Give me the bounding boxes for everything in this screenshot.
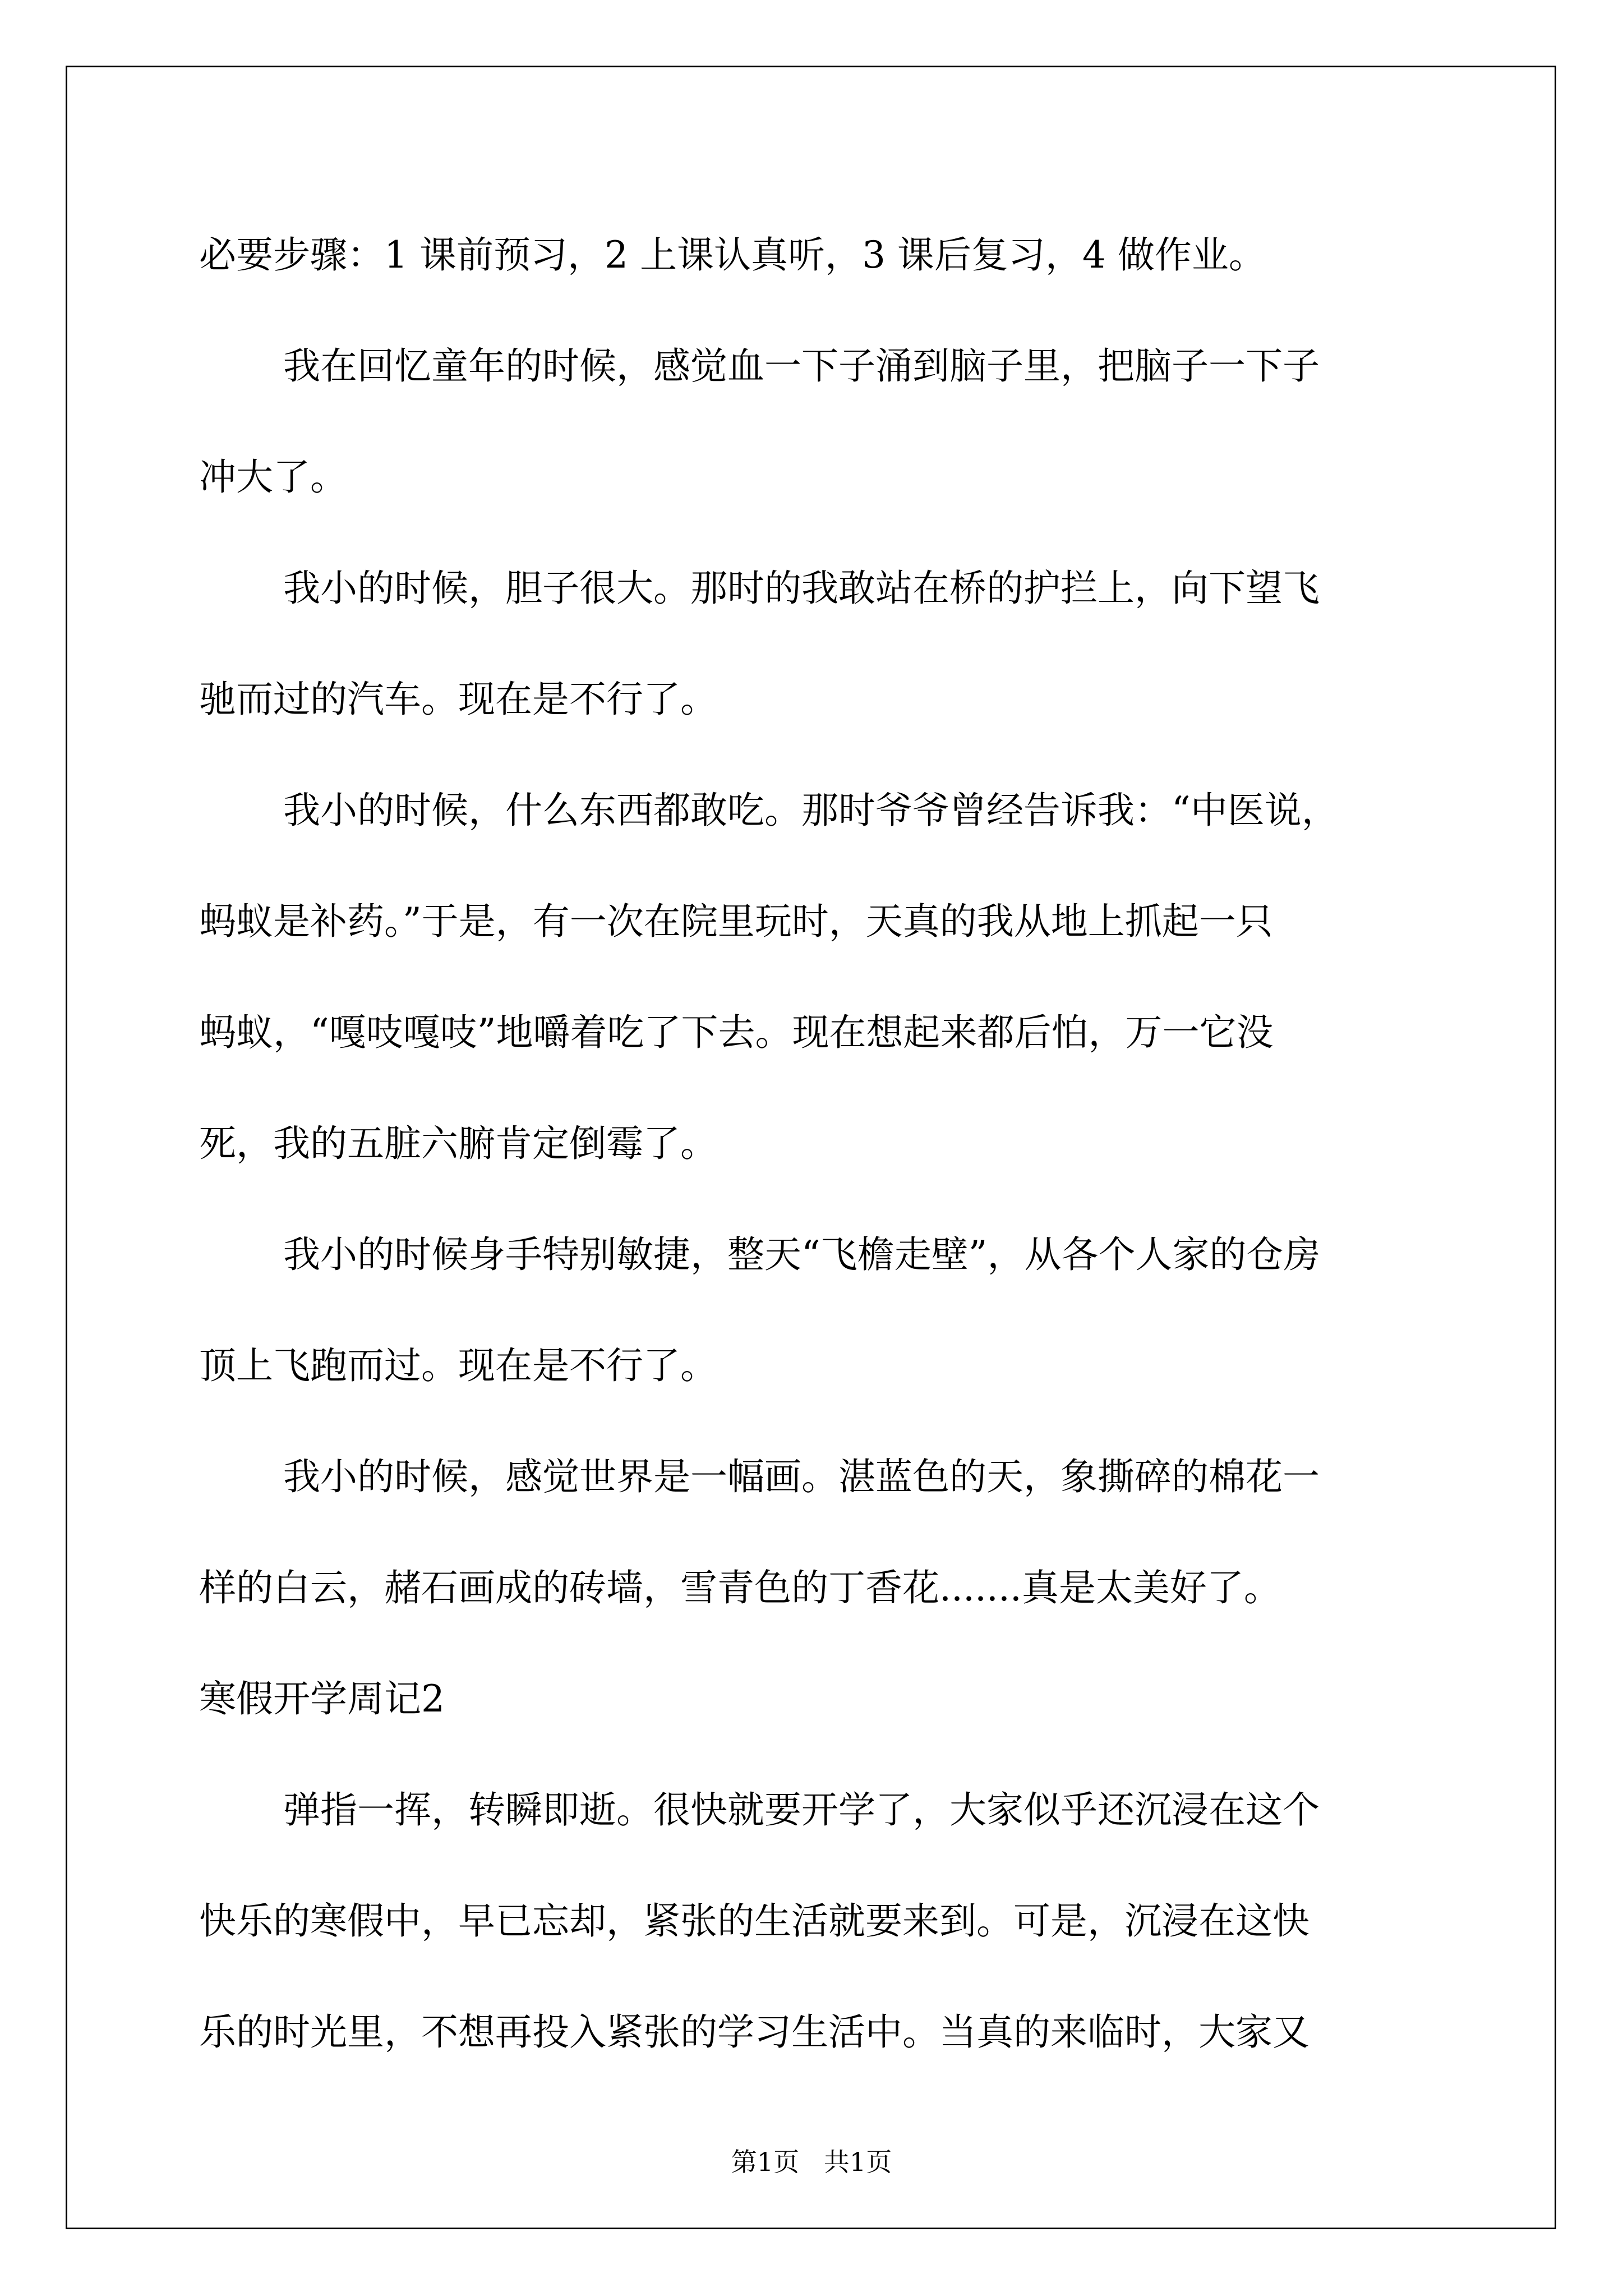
text-line: 必要步骤：1 课前预习，2 上课认真听，3 课后复习，4 做作业。 — [199, 233, 1266, 277]
text-line: 死，我的五脏六腑肯定倒霉了。 — [199, 1122, 717, 1165]
text-line: 我小的时候，什么东西都敢吃。那时爷爷曾经告诉我：“中医说， — [283, 789, 1339, 832]
text-line: 顶上飞跑而过。现在是不行了。 — [199, 1344, 717, 1387]
text-line: 我小的时候身手特别敏捷，整天“飞檐走壁”，从各个人家的仓房 — [283, 1233, 1321, 1276]
text-line: 弹指一挥，转瞬即逝。很快就要开学了，大家似乎还沉浸在这个 — [283, 1788, 1320, 1832]
text-line: 冲大了。 — [199, 455, 347, 499]
text-line: 驰而过的汽车。现在是不行了。 — [199, 678, 717, 721]
text-line: 蚂蚁是补药。”于是，有一次在院里玩时，天真的我从地上抓起一只 — [199, 900, 1273, 943]
text-line: 样的白云，赭石画成的砖墙，雪青色的丁香花.......真是太美好了。 — [199, 1566, 1281, 1609]
text-line: 蚂蚁，“嘎吱嘎吱”地嚼着吃了下去。现在想起来都后怕，万一它没 — [199, 1011, 1274, 1054]
page-number-footer: 第1页 共1页 — [731, 2147, 892, 2177]
text-line: 我在回忆童年的时候，感觉血一下子涌到脑子里，把脑子一下子 — [283, 344, 1320, 388]
section-heading: 寒假开学周记2 — [199, 1677, 445, 1720]
text-line: 我小的时候，感觉世界是一幅画。湛蓝色的天，象撕碎的棉花一 — [283, 1455, 1320, 1498]
text-line: 乐的时光里，不想再投入紧张的学习生活中。当真的来临时，大家又 — [199, 2010, 1310, 2054]
text-line: 快乐的寒假中，早已忘却，紧张的生活就要来到。可是，沉浸在这快 — [199, 1899, 1310, 1943]
text-line: 我小的时候，胆子很大。那时的我敢站在桥的护拦上，向下望飞 — [283, 567, 1320, 610]
